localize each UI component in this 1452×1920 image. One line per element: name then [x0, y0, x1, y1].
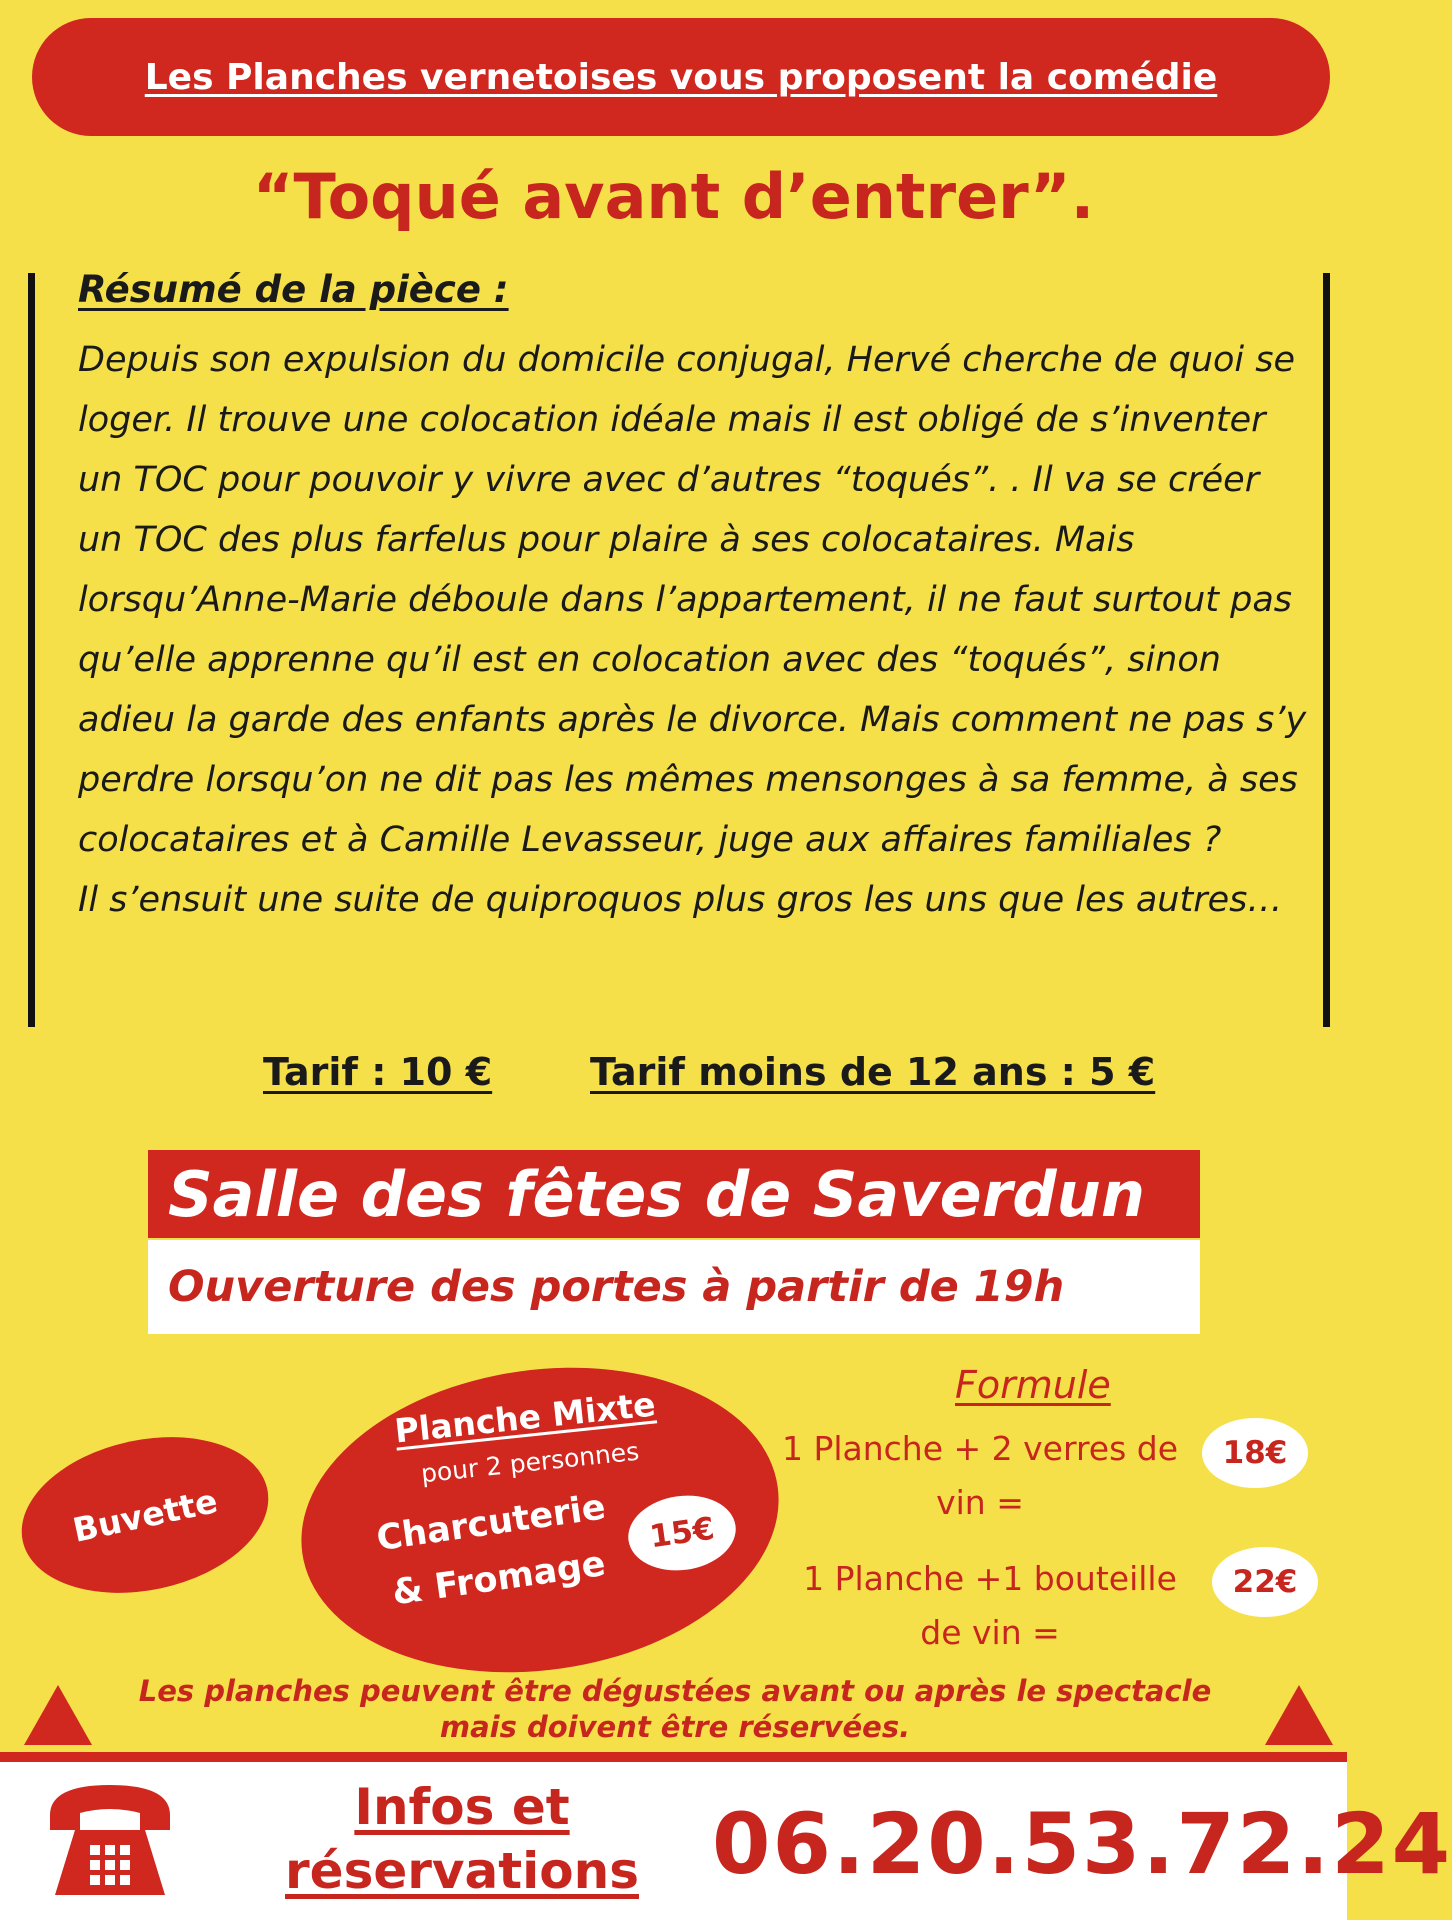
formule-price-1: 18€: [1202, 1418, 1308, 1488]
summary-border-right: [1323, 273, 1330, 1027]
header-banner: [32, 18, 1330, 136]
infos-line-2: réservations: [285, 1842, 639, 1900]
buvette-badge: [7, 1416, 283, 1615]
warning-triangle-icon: [24, 1685, 92, 1745]
planche-subtitle: pour 2 personnes: [419, 1436, 641, 1489]
reservation-note: Les planches peuvent être dégustées avant ou après le spectacle mais doivent être réservées.: [138, 1674, 1212, 1744]
formule-title: Formule: [955, 1363, 1111, 1407]
planche-price: 15€: [623, 1489, 740, 1577]
planche-item-fromage: & Fromage: [389, 1543, 608, 1614]
summary-text: Depuis son expulsion du domicile conjugal, Hervé cherche de quoi se loger. Il trouve une colocation idéale mais il est obligé de s’inventer un TOC pour pouvoir y vivre avec d’autres “toqués”. . Il va se créer un TOC des plus farfelus pour plaire à ses colocataires. Mais lorsqu’Anne-Marie déboule dans l’appartement, il ne faut surtout pas qu’elle apprenne qu’il est en colocation avec des “toqués”, sinon adieu la garde des enfants après le divorce. Mais comment ne pas s’y perdre lorsqu’on ne dit pas les mêmes mensonges à sa femme, à ses colocataires et à Camille Levasseur, juge aux affaires familiales ? Il s’ensuit une suite de quiproquos plus gros les uns que les autres…: [78, 340, 1307, 920]
footer-divider: [0, 1752, 1347, 1762]
warning-triangle-icon: [1265, 1685, 1333, 1745]
venue-name: Salle des fêtes de Saverdun: [168, 1157, 1145, 1231]
formule-option-1: 1 Planche + 2 verres de vin =: [781, 1429, 1179, 1522]
opening-banner: [148, 1240, 1200, 1334]
venue-banner: [148, 1150, 1200, 1238]
buvette-label: Buvette: [69, 1480, 221, 1550]
summary-heading: Résumé de la pièce :: [78, 268, 509, 311]
formule-price-2: 22€: [1212, 1547, 1318, 1617]
phone-icon: [40, 1775, 180, 1905]
price-child: Tarif moins de 12 ans : 5 €: [590, 1050, 1156, 1094]
phone-number[interactable]: 06.20.53.72.24: [712, 1795, 1452, 1893]
infos-label: [262, 1775, 662, 1903]
planche-title: Planche Mixte: [392, 1384, 658, 1451]
price-adult: Tarif : 10 €: [263, 1050, 493, 1094]
header-intro: Les Planches vernetoises vous proposent la comédie: [144, 56, 1218, 98]
infos-line-1: Infos et: [354, 1778, 570, 1836]
formule-option-2: 1 Planche +1 bouteille de vin =: [803, 1559, 1177, 1652]
summary-border-left: [28, 273, 35, 1027]
opening-time: Ouverture des portes à partir de 19h: [168, 1262, 1065, 1312]
planche-item-charcuterie: Charcuterie: [374, 1487, 609, 1560]
play-title: “Toqué avant d’entrer”.: [252, 160, 1095, 233]
